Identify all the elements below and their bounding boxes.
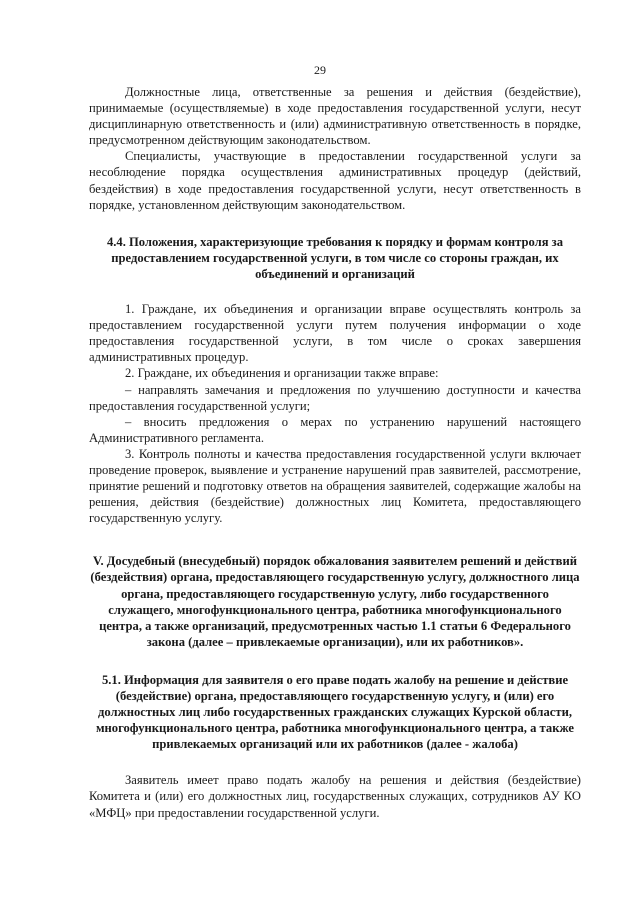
paragraph: Специалисты, участвующие в предоставлении государственной услуги за несоблюдение порядка осуществления административных процедур (действий, бездействия) в ходе предоставления государственной услуги, несут ответственность в порядке, установленном действующим законодательством. [89,149,581,212]
document-body [89,84,581,821]
page-number: 29 [314,63,326,77]
paragraph: 1. Граждане, их объединения и организации вправе осуществлять контроль за предоставлением государственной услуги путем получения информации о ходе предоставления государственной услуги, в том числе о сроках завершения административных процедур. [89,302,581,365]
paragraph: Заявитель имеет право подать жалобу на решения и действия (бездействие) Комитета и (или) его должностных лиц, государственных служащих, сотрудников АУ КО «МФЦ» при предоставлении государственной услуги. [89,773,581,820]
paragraph: Должностные лица, ответственные за решения и действия (бездействие), принимаемые (осуществляемые) в ходе предоставления государственной услуги, несут дисциплинарную ответственность и (или) административную ответственность в порядке, предусмотренном действующим законодательством. [89,85,581,148]
section-heading-5-1: 5.1. Информация для заявителя о его праве подать жалобу на решение и действие (бездействие) органа, предоставляющего государственную услугу, и (или) его должностных лиц либо государственных гражданских служащих Курской области, многофункционального центра, работника многофункционального центра, а также привлекаемых организаций или их работников (далее - жалоба) [95,672,575,752]
paragraph: 2. Граждане, их объединения и организации также вправе: [125,366,439,381]
paragraph: 3. Контроль полноты и качества предоставления государственной услуги включает проведение проверок, выявление и устранение нарушений прав заявителей, рассмотрение, принятие решений и подготовку ответов на обращения заявителей, содержащие жалобы на решения, действия (бездействие) должностных лиц Комитета, предоставляющего государственную услугу. [89,446,581,526]
section-heading-5: V. Досудебный (внесудебный) порядок обжалования заявителем решений и действий (бездействия) органа, предоставляющего государственную услугу, должностного лица органа, предоставляющего государственную услугу, либо государственного служащего, многофункционального центра, работника многофункционального центра, а также организаций, предусмотренных частью 1.1 статьи 6 Федерального закона (далее – привлекаемые организации), или их работников». [90,554,580,649]
list-item: – направлять замечания и предложения по улучшению доступности и качества предоставления государственной услуги; [89,382,581,413]
section-heading-4-4: 4.4. Положения, характеризующие требования к порядку и формам контроля за предоставлением государственной услуги, в том числе со стороны граждан, их объединений и организаций [106,234,564,281]
list-item: – вносить предложения о мерах по устранению нарушений настоящего Административного регламента. [89,414,581,445]
